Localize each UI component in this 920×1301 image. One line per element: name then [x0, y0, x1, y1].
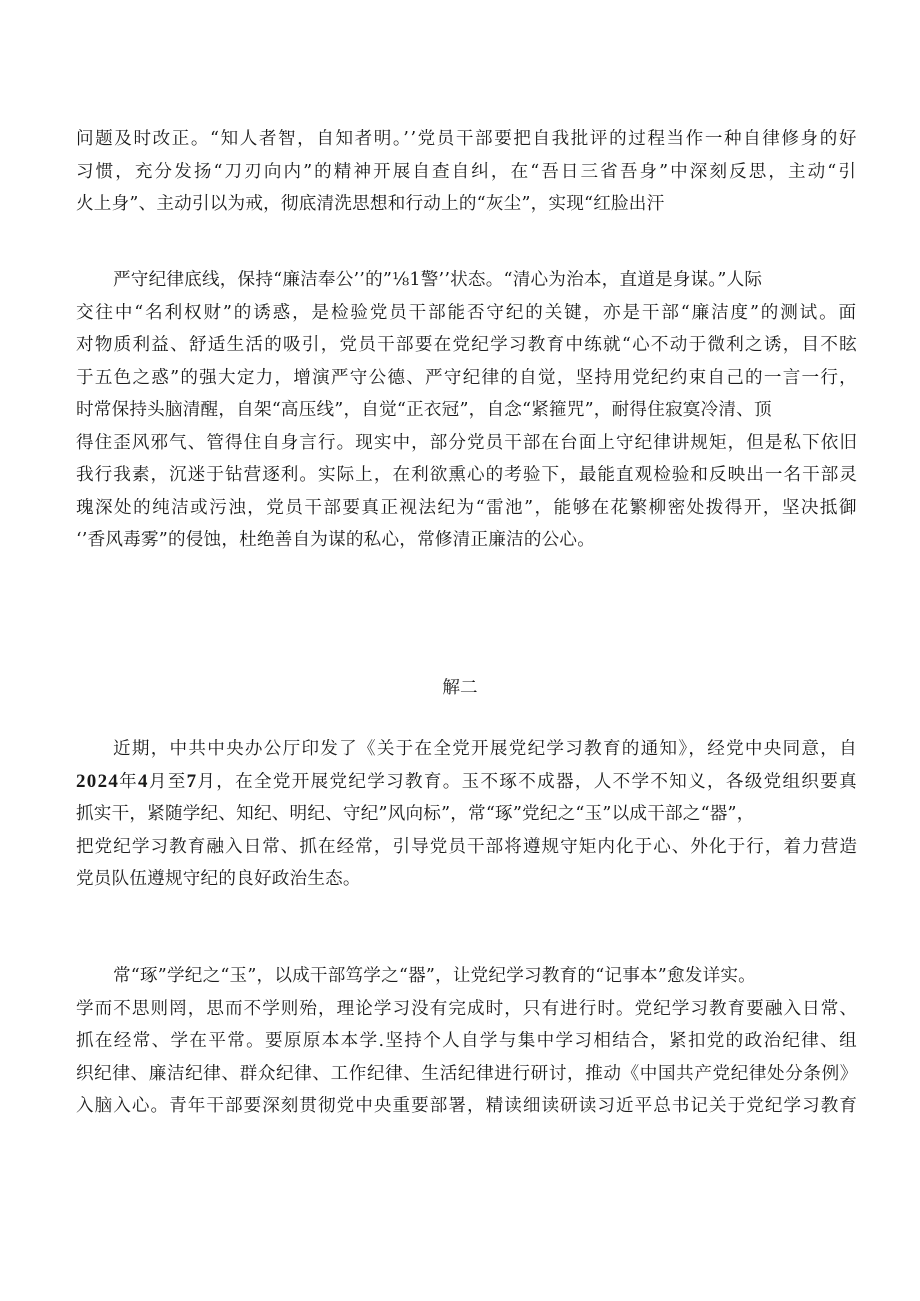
text-line: 严守纪律底线，保持“廉洁奉公’’的”⅛1警’’状态。“清心为治本，直道是身谋。”人际 — [113, 270, 763, 290]
text-line: 习惯，充分发扬“刀刃向内”的精神开展自查自纠，在“吾日三省吾身”中深刻反思，主动“引 — [76, 161, 858, 182]
text-line: 瑰深处的纯洁或污浊，党员干部要真正视法纪为“雷池”，能够在花繁柳密处拨得开，坚决抵御 — [76, 497, 858, 518]
text-line: 近期，中共中央办公厅印发了《关于在全党开展党纪学习教育的通知》，经党中央同意，自 — [113, 739, 858, 759]
text-line: 对物质利益、舒适生活的吸引，党员干部要在党纪学习教育中练就“心不动于微利之诱，目不眩 — [76, 335, 858, 355]
text-line: 得住歪风邪气、管得住自身言行。现实中，部分党员干部在台面上守纪律讲规矩，但是私下依旧 — [76, 432, 858, 453]
paragraph-2 — [76, 264, 858, 557]
text-line: 学而不思则罔，思而不学则殆，理论学习没有完成时，只有进行时。党纪学习教育要融入日常、 — [76, 998, 858, 1019]
paragraph-3 — [76, 733, 858, 896]
text-line: 入脑入心。青年干部要深刻贯彻党中央重要部署，精读细读研读习近平总书记关于党纪学习教育 — [76, 1096, 858, 1116]
text-line-with-dates — [76, 766, 858, 799]
text-line: 抓在经常、学在平常。要原原本本学.坚持个人自学与集中学习相结合，紧扣党的政治纪律、组 — [76, 1031, 858, 1051]
text-fragment: 月，在全党开展党纪学习教育。玉不琢不成器，人不学不知义，各级党组织要真 — [197, 771, 858, 792]
year-number: 2024 — [76, 770, 120, 792]
text-line: 问题及时改正。“知人者智，自知者明。’’党员干部要把自我批评的过程当作一种自律修身的好 — [76, 129, 858, 149]
month-number: 7 — [186, 770, 198, 792]
month-number: 4 — [138, 770, 149, 792]
text-line: 党员队伍遵规守纪的良好政治生态。 — [76, 869, 361, 889]
text-line: 火上身”、主动引以为戒，彻底清洗思想和行动上的“灰尘”，实现“红脸出汗 — [76, 194, 665, 214]
paragraph-1 — [76, 123, 858, 221]
paragraph-4 — [76, 960, 858, 1123]
text-line: 把党纪学习教育融入日常、抓在经常，引导党员干部将遵规守矩内化于心、外化于行，着力营造 — [76, 836, 858, 857]
text-fragment: 年 — [119, 771, 139, 792]
text-line: 常“琢”学纪之“玉”，以成干部笃学之“器”，让党纪学习教育的“记事本”愈发详实。 — [113, 966, 756, 986]
text-line: 时常保持头脑清醒，自架“高压线”，自觉“正衣冠”，自念“紧箍咒”，耐得住寂寞冷清、顶 — [76, 400, 772, 420]
text-fragment: 月至 — [148, 771, 187, 792]
text-line: 于五色之惑”的强大定力，增演严守公德、严守纪律的自觉，坚持用党纪约束自己的一言一行， — [76, 367, 858, 388]
text-line: ‘’香风毒雾”的侵蚀，杜绝善自为谋的私心，常修清正廉洁的公心。 — [76, 530, 596, 550]
text-line: 我行我素，沉迷于钻营逐利。实际上，在利欲熏心的考验下，最能直观检验和反映出一名干部灵 — [76, 465, 858, 485]
text-line: 交往中“名利权财”的诱惑，是检验党员干部能否守纪的关键，亦是干部“廉洁度”的测试。面 — [76, 302, 858, 323]
section-heading: 解二 — [442, 678, 478, 698]
text-line: 织纪律、廉洁纪律、群众纪律、工作纪律、生活纪律进行研讨，推动《中国共产党纪律处分条例》 — [76, 1063, 858, 1084]
text-line: 抓实干，紧随学纪、知纪、明纪、守纪”风向标”，常“琢”党纪之“玉”以成干部之“器”， — [76, 804, 755, 824]
